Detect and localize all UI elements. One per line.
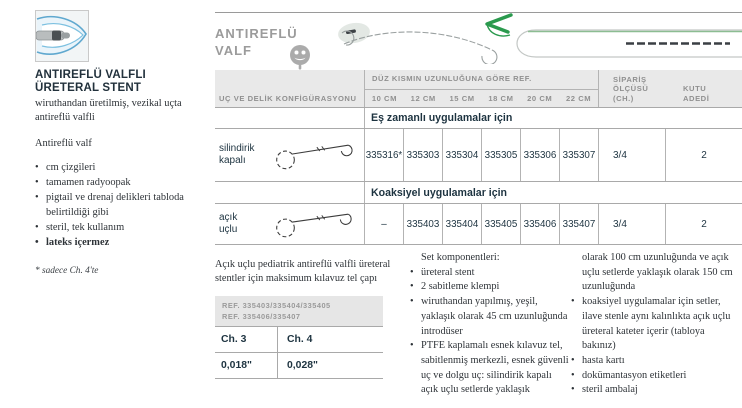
feature-item: • cm çizgileri (35, 160, 203, 175)
product-title-line1: ANTIREFLÜ VALFLI (35, 69, 146, 81)
ref-cell: 335403 (404, 204, 443, 244)
component-item: • koaksiyel uygulamalar için setler, ilave stenle aynı kalınlıkta açık uçlu üreteral kateter içerir (tabloya bakınız) (571, 295, 739, 354)
length-group-header (365, 70, 599, 107)
component-item: • 2 sabitleme klempi (410, 280, 570, 295)
ch4-label: Ch. 4 (277, 327, 383, 352)
ref-cell: 335307 (560, 129, 599, 181)
pigtail-stent-drawing-open (262, 205, 364, 243)
cm-column-headers (365, 90, 598, 107)
box-qty-cell: 2 (701, 149, 707, 161)
order-size-cell: 3/4 (599, 204, 666, 244)
order-size-column-header: SİPARİŞ ÖLÇÜSÜ (CH.) (613, 74, 649, 103)
ref-cell: – (365, 204, 404, 244)
table-row-open-ended (215, 203, 742, 245)
component-item: • wiruthandan yapılmış, yeşil, yaklaşık olarak 45 cm uzunluğunda introdüser (410, 295, 570, 339)
cm-column-header: 22 CM (565, 94, 592, 103)
section-row-simultaneous (215, 107, 742, 128)
ref-cell: 335407 (560, 204, 599, 244)
ref-cell: 335316* (365, 129, 404, 181)
section-title-line1: ANTIREFLÜ (215, 26, 298, 41)
section-row-coaxial (215, 181, 742, 203)
section-label: Eş zamanlı uygulamalar için (371, 112, 513, 124)
section-title-line2: VALF (215, 43, 252, 58)
valve-closeup-image (35, 10, 89, 62)
ch3-label: Ch. 3 (221, 334, 247, 345)
cm-column-header: 15 CM (449, 94, 475, 103)
box-qty-column-header: KUTU ADEDİ (683, 84, 710, 103)
section-title (215, 25, 335, 59)
cm-column-header: 10 CM (371, 94, 397, 103)
clamp-clip-image (480, 10, 514, 44)
ref-cell: 335404 (443, 204, 482, 244)
row-label: açık uçlu (219, 212, 238, 235)
cm-column-header: 20 CM (527, 94, 553, 103)
component-item: • PTFE kaplamalı esnek kılavuz tel, sabitlenmiş merkezli, esnek güvenli uç ve dolgu uç: silindirik kapalı açık uçlu setlerde yaklaşık (410, 339, 570, 398)
guidewire-value-row (215, 352, 383, 379)
product-title-line2: ÜRETERAL STENT (35, 82, 142, 94)
pigtail-stent-drawing-closed (262, 135, 364, 175)
guidewire-intro: Açık uçlu pediatrik antireflü valfli üreteral stentler için maksimum kılavuz tel çapı (215, 259, 391, 284)
set-components-column-2 (571, 251, 739, 398)
introducer-sheath-image (514, 26, 742, 62)
guidewire-table-header: REF. 335403/335404/335405 REF. 335406/335407 (215, 296, 383, 326)
spec-table-header (215, 70, 742, 107)
stent-cross-section-icon (289, 44, 311, 71)
feature-item: • pigtail ve drenaj delikleri tabloda belirtildiği gibi (35, 190, 203, 220)
cm-column-header: 12 CM (410, 94, 436, 103)
ref-cell: 335405 (482, 204, 521, 244)
order-size-cell: 3/4 (599, 129, 666, 181)
section-label: Koaksiyel uygulamalar için (371, 186, 508, 199)
ref-cell: 335306 (521, 129, 560, 181)
ref-cell: 335406 (521, 204, 560, 244)
component-item: • üreteral stent (410, 266, 570, 281)
table-row-cylindrical-closed (215, 128, 742, 181)
guidewire-label-row (215, 326, 383, 352)
product-title (35, 69, 205, 95)
component-item-continuation: olarak 100 cm uzunluğunda ve açık uçlu setlerde yaklaşık olarak 150 cm uzunluğunda (582, 252, 733, 293)
ref-cell: 335305 (482, 129, 521, 181)
feature-item: • tamamen radyoopak (35, 175, 203, 190)
set-components-column-1 (410, 251, 570, 398)
config-column-header: UÇ VE DELİK KONFİGÜRASYONU (215, 70, 365, 107)
footnote: * sadece Ch. 4'te (35, 266, 99, 276)
product-lead: Antireflü valf (35, 138, 92, 149)
component-item: • steril ambalaj (571, 383, 739, 398)
feature-item: • steril, tek kullanım (35, 220, 203, 235)
ch4-value: 0,028" (277, 353, 383, 378)
cm-column-header: 18 CM (488, 94, 514, 103)
ch3-value: 0,018" (221, 360, 252, 371)
component-item: • hasta kartı (571, 354, 739, 369)
product-feature-list (35, 160, 203, 250)
set-components-heading: Set komponentleri: (421, 252, 500, 263)
spec-table (215, 70, 742, 245)
length-group-title: DÜZ KISMIN UZUNLUĞUNA GÖRE REF. (365, 70, 598, 90)
valve-closeup-illustration (36, 11, 88, 61)
ref-cell: 335303 (404, 129, 443, 181)
guidewire-table (215, 296, 383, 379)
row-label: silindirik kapalı (219, 143, 255, 166)
box-qty-cell: 2 (701, 218, 707, 230)
product-subtitle: wiruthandan üretilmiş, vezikal uçta antireflü valfli (35, 98, 182, 123)
ref-cell: 335304 (443, 129, 482, 181)
component-item: • dokümantasyon etiketleri (571, 369, 739, 384)
feature-item-latex-free: • lateks içermez (35, 235, 203, 250)
